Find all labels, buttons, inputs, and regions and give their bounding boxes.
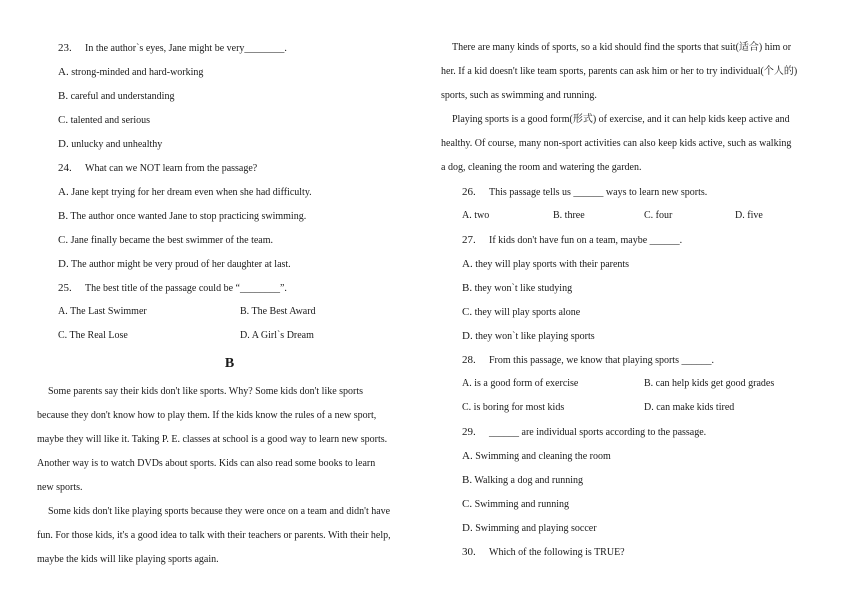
question-23 [37, 36, 422, 60]
paragraph-line: maybe the kids will like playing sports again. [37, 554, 219, 565]
question-24 [37, 156, 422, 180]
option-25-d[interactable]: D. A Girl`s Dream [240, 330, 314, 341]
option-23-a[interactable]: A. strong-minded and hard-working [58, 66, 204, 78]
right-column [441, 36, 826, 564]
question-number: 28. [462, 354, 476, 366]
options-26 [441, 204, 826, 228]
options-28-row-2 [441, 396, 826, 420]
question-text: In the author`s eyes, Jane might be very________. [85, 43, 287, 54]
option-29-a[interactable]: A. Swimming and cleaning the room [462, 450, 611, 462]
passage-paragraph-4 [441, 108, 826, 180]
paragraph-line: maybe they will like it. Taking P. E. classes at school is a good way to learn new sports. [37, 434, 388, 445]
option-24-c[interactable]: C. Jane finally became the best swimmer of the team. [58, 234, 274, 246]
option-23-d[interactable]: D. unlucky and unhealthy [58, 138, 163, 150]
paragraph-line: sports, such as swimming and running. [441, 90, 597, 101]
paragraph-line: Some parents say their kids don't like sports. Why? Some kids don't like sports [48, 386, 364, 397]
option-25-a[interactable]: A. The Last Swimmer [58, 306, 147, 317]
option-26-c[interactable]: C. four [644, 210, 673, 221]
options-28-row-1 [441, 372, 826, 396]
option-29-b[interactable]: B. Walking a dog and running [462, 474, 584, 486]
option-28-b[interactable]: B. can help kids get good grades [644, 378, 775, 389]
question-number: 25. [58, 282, 72, 294]
question-number: 26. [462, 186, 476, 198]
question-number: 29. [462, 426, 476, 438]
paragraph-line: her. If a kid doesn't like team sports, parents can ask him or her to try individual(个人的) [441, 66, 798, 77]
option-23-c[interactable]: C. talented and serious [58, 114, 151, 126]
options-25-row-1 [37, 300, 422, 324]
passage-paragraph-1 [37, 380, 422, 500]
option-27-c[interactable]: C. they will play sports alone [462, 306, 581, 318]
question-number: 24. [58, 162, 72, 174]
question-text: What can we NOT learn from the passage? [85, 163, 258, 174]
paragraph-line: fun. For those kids, it's a good idea to talk with their teachers or parents. With their help, [37, 530, 391, 541]
question-28 [441, 348, 826, 372]
question-number: 23. [58, 42, 72, 54]
question-number: 27. [462, 234, 476, 246]
option-28-c[interactable]: C. is boring for most kids [462, 402, 565, 413]
options-25-row-2 [37, 324, 422, 348]
option-26-b[interactable]: B. three [553, 210, 585, 221]
left-column [37, 36, 422, 572]
paragraph-line: because they don't know how to play them. If the kids know the rules of a new sport, [37, 410, 377, 421]
option-24-a[interactable]: A. Jane kept trying for her dream even when she had difficulty. [58, 186, 312, 198]
question-29 [441, 420, 826, 444]
question-30 [441, 540, 826, 564]
option-23-b[interactable]: B. careful and understanding [58, 90, 175, 102]
question-text: The best title of the passage could be “________”. [85, 283, 287, 294]
option-27-d[interactable]: D. they won`t like playing sports [462, 330, 595, 342]
paragraph-line: healthy. Of course, many non-sport activities can also keep kids active, such as walking [441, 138, 792, 149]
paragraph-line: There are many kinds of sports, so a kid should find the sports that suit(适合) him or [452, 42, 792, 53]
paragraph-line: Another way is to watch DVDs about sports. Kids can also read some books to learn [37, 458, 376, 469]
paragraph-line: Some kids don't like playing sports because they were once on a team and didn't have [48, 506, 391, 517]
option-26-a[interactable]: A. two [462, 210, 490, 221]
option-29-d[interactable]: D. Swimming and playing soccer [462, 522, 597, 534]
section-heading: B [224, 356, 235, 371]
option-25-b[interactable]: B. The Best Award [240, 306, 316, 317]
question-text: This passage tells us ______ ways to learn new sports. [489, 187, 708, 198]
question-text: ______ are individual sports according to the passage. [489, 427, 707, 438]
option-26-d[interactable]: D. five [735, 210, 763, 221]
question-number: 30. [462, 546, 476, 558]
option-28-d[interactable]: D. can make kids tired [644, 402, 735, 413]
question-27 [441, 228, 826, 252]
option-28-a[interactable]: A. is a good form of exercise [462, 378, 579, 389]
question-text: If kids don't have fun on a team, maybe ______. [489, 235, 683, 246]
option-29-c[interactable]: C. Swimming and running [462, 498, 570, 510]
passage-paragraph-2 [37, 500, 422, 572]
question-text: From this passage, we know that playing sports ______. [489, 355, 714, 366]
option-24-d[interactable]: D. The author might be very proud of her daughter at last. [58, 258, 291, 270]
option-27-a[interactable]: A. they will play sports with their parents [462, 258, 630, 270]
passage-paragraph-3 [441, 36, 826, 108]
option-25-c[interactable]: C. The Real Lose [58, 330, 128, 341]
paragraph-line: new sports. [37, 482, 83, 493]
question-25 [37, 276, 422, 300]
option-24-b[interactable]: B. The author once wanted Jane to stop practicing swimming. [58, 210, 307, 222]
option-27-b[interactable]: B. they won`t like studying [462, 282, 573, 294]
paragraph-line: a dog, cleaning the room and watering the garden. [441, 162, 642, 173]
paragraph-line: Playing sports is a good form(形式) of exercise, and it can help kids keep active and [452, 114, 790, 125]
question-text: Which of the following is TRUE? [489, 547, 625, 558]
question-26 [441, 180, 826, 204]
